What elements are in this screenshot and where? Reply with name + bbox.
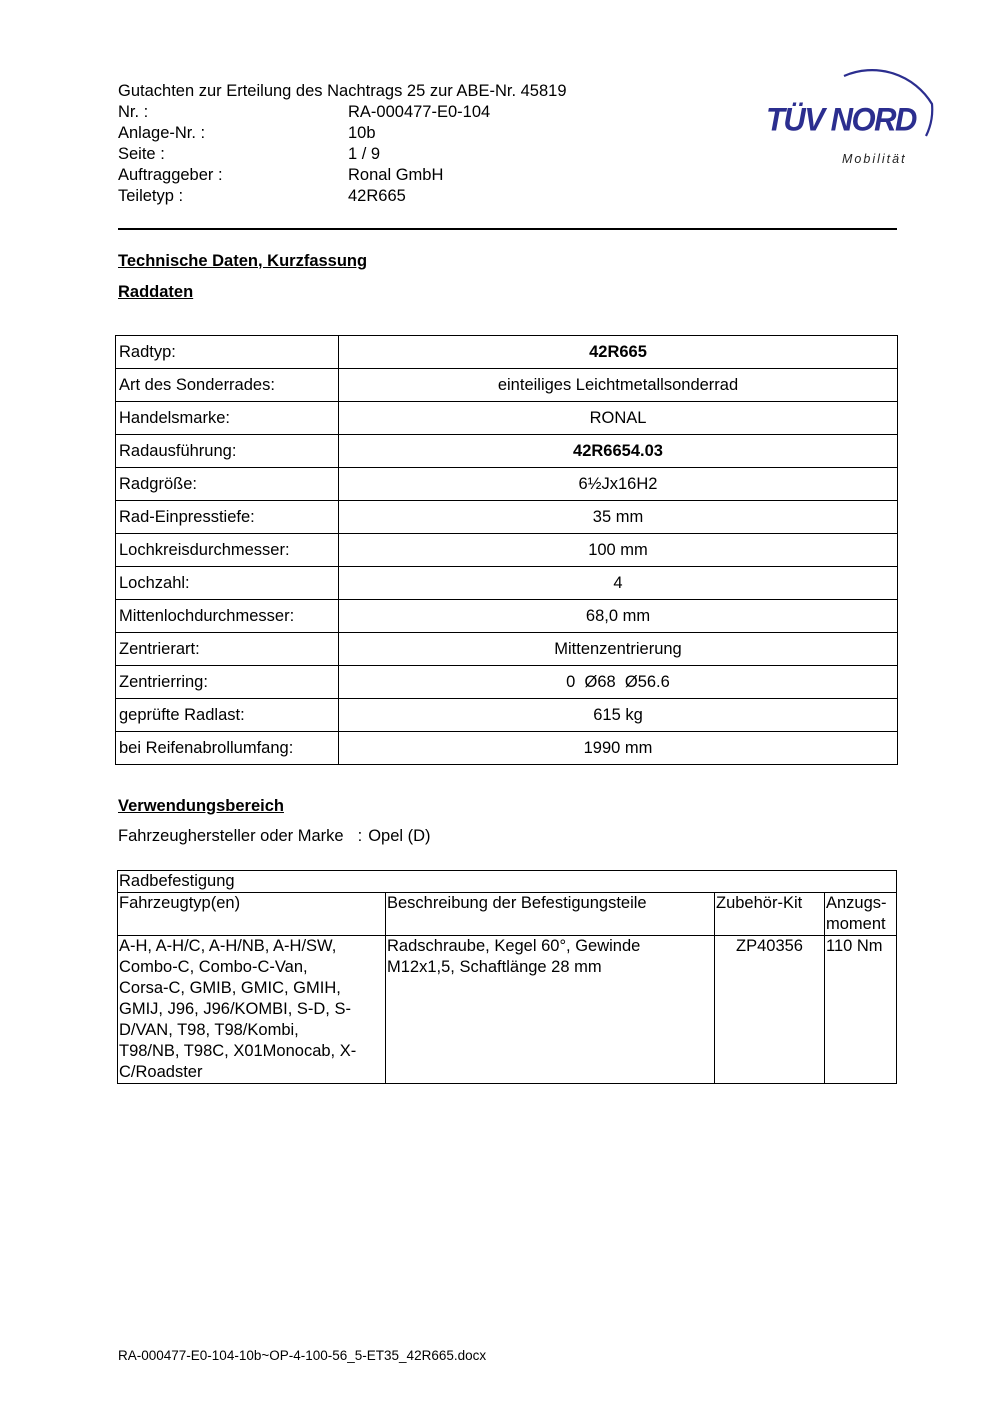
header-label: Nr. : [118,103,149,121]
table-row [116,633,898,666]
vehicle-types-cell [118,936,386,1084]
section-heading-technical: Technische Daten, Kurzfassung [118,252,368,270]
header-value: 42R665 [348,187,406,205]
mounting-table [117,870,897,1084]
torque-cell: 110 Nm [825,936,897,1084]
row-value: 42R665 [339,336,898,369]
row-value: 4 [339,567,898,600]
description-line: Radschraube, Kegel 60°, Gewinde [387,937,641,955]
row-label: Handelsmarke: [116,402,339,435]
row-value: 42R6654.03 [339,435,898,468]
description-line: M12x1,5, Schaftlänge 28 mm [387,958,602,976]
row-label: Art des Sonderrades: [116,369,339,402]
manufacturer-colon: : [357,827,363,845]
column-header: Beschreibung der Befestigungsteile [386,893,715,936]
header-label: Seite : [118,145,165,163]
column-header: Fahrzeugtyp(en) [118,893,386,936]
row-value: Mittenzentrierung [339,633,898,666]
header-value: 10b [348,124,376,142]
header-info [118,102,490,207]
column-header: Anzugs- moment [825,893,897,936]
manufacturer-line [118,827,431,846]
row-value: 615 kg [339,699,898,732]
fastener-description-cell [386,936,715,1084]
header-row-attachment [118,123,490,144]
row-label: Lochzahl: [116,567,339,600]
row-value: einteiliges Leichtmetallsonderrad [339,369,898,402]
table-row [116,699,898,732]
table-row [116,468,898,501]
mounting-table-title: Radbefestigung [118,871,897,893]
table-row [116,732,898,765]
report-title: Gutachten zur Erteilung des Nachtrags 25 zur ABE-Nr. 45819 [118,82,567,100]
row-label: bei Reifenabrollumfang: [116,732,339,765]
manufacturer-value: Opel (D) [368,827,431,845]
manufacturer-label: Fahrzeughersteller oder Marke [118,827,344,845]
table-row [116,600,898,633]
table-row [118,936,897,1084]
header-divider [118,228,897,230]
accessory-kit-cell: ZP40356 [715,936,825,1084]
row-value: 100 mm [339,534,898,567]
row-label: Radgröße: [116,468,339,501]
header-row-page [118,144,490,165]
wheel-data-table [115,335,898,765]
header-value: RA-000477-E0-104 [348,103,491,121]
header-label: Teiletyp : [118,187,184,205]
vehicle-types-line: A-H, A-H/C, A-H/NB, A-H/SW, [119,937,337,955]
tuv-nord-logo [764,56,940,172]
table-row [116,369,898,402]
logo-brand: TÜV NORD [766,101,916,138]
table-row [116,534,898,567]
row-value: 1990 mm [339,732,898,765]
table-row [116,567,898,600]
header-value: 1 / 9 [348,145,381,163]
vehicle-types-line: Combo-C, Combo-C-Van, [119,958,308,976]
column-header: Zubehör-Kit [715,893,825,936]
row-value: RONAL [339,402,898,435]
header-row-part-type [118,186,490,207]
row-value: 6½Jx16H2 [339,468,898,501]
logo-subtitle: Mobilität [842,152,907,166]
row-label: Zentrierring: [116,666,339,699]
header-row-client [118,165,490,186]
vehicle-types-line: T98/NB, T98C, X01Monocab, X- [119,1042,357,1060]
header-label: Anlage-Nr. : [118,124,206,142]
table-row [116,666,898,699]
row-label: Mittenlochdurchmesser: [116,600,339,633]
row-label: geprüfte Radlast: [116,699,339,732]
vehicle-types-line: GMIJ, J96, J96/KOMBI, S-D, S- [119,1000,351,1018]
row-label: Zentrierart: [116,633,339,666]
table-row [116,435,898,468]
section-heading-usage: Verwendungsbereich [118,797,284,815]
table-header-row [118,893,897,936]
vehicle-types-line: D/VAN, T98, T98/Kombi, [119,1021,299,1039]
row-label: Rad-Einpresstiefe: [116,501,339,534]
table-row [116,501,898,534]
row-label: Radtyp: [116,336,339,369]
table-row [116,402,898,435]
vehicle-types-line: C/Roadster [119,1063,203,1081]
table-row [116,336,898,369]
row-label: Lochkreisdurchmesser: [116,534,339,567]
row-value: 68,0 mm [339,600,898,633]
table-title-row [118,871,897,893]
section-heading-wheel-data: Raddaten [118,283,194,301]
row-value: 35 mm [339,501,898,534]
header-value: Ronal GmbH [348,166,444,184]
row-label: Radausführung: [116,435,339,468]
row-value: 0 Ø68 Ø56.6 [339,666,898,699]
document-filename: RA-000477-E0-104-10b~OP-4-100-56_5-ET35_42R665.docx [118,1348,487,1363]
vehicle-types-line: Corsa-C, GMIB, GMIC, GMIH, [119,979,341,997]
header-label: Auftraggeber : [118,166,223,184]
header-row-number [118,102,490,123]
